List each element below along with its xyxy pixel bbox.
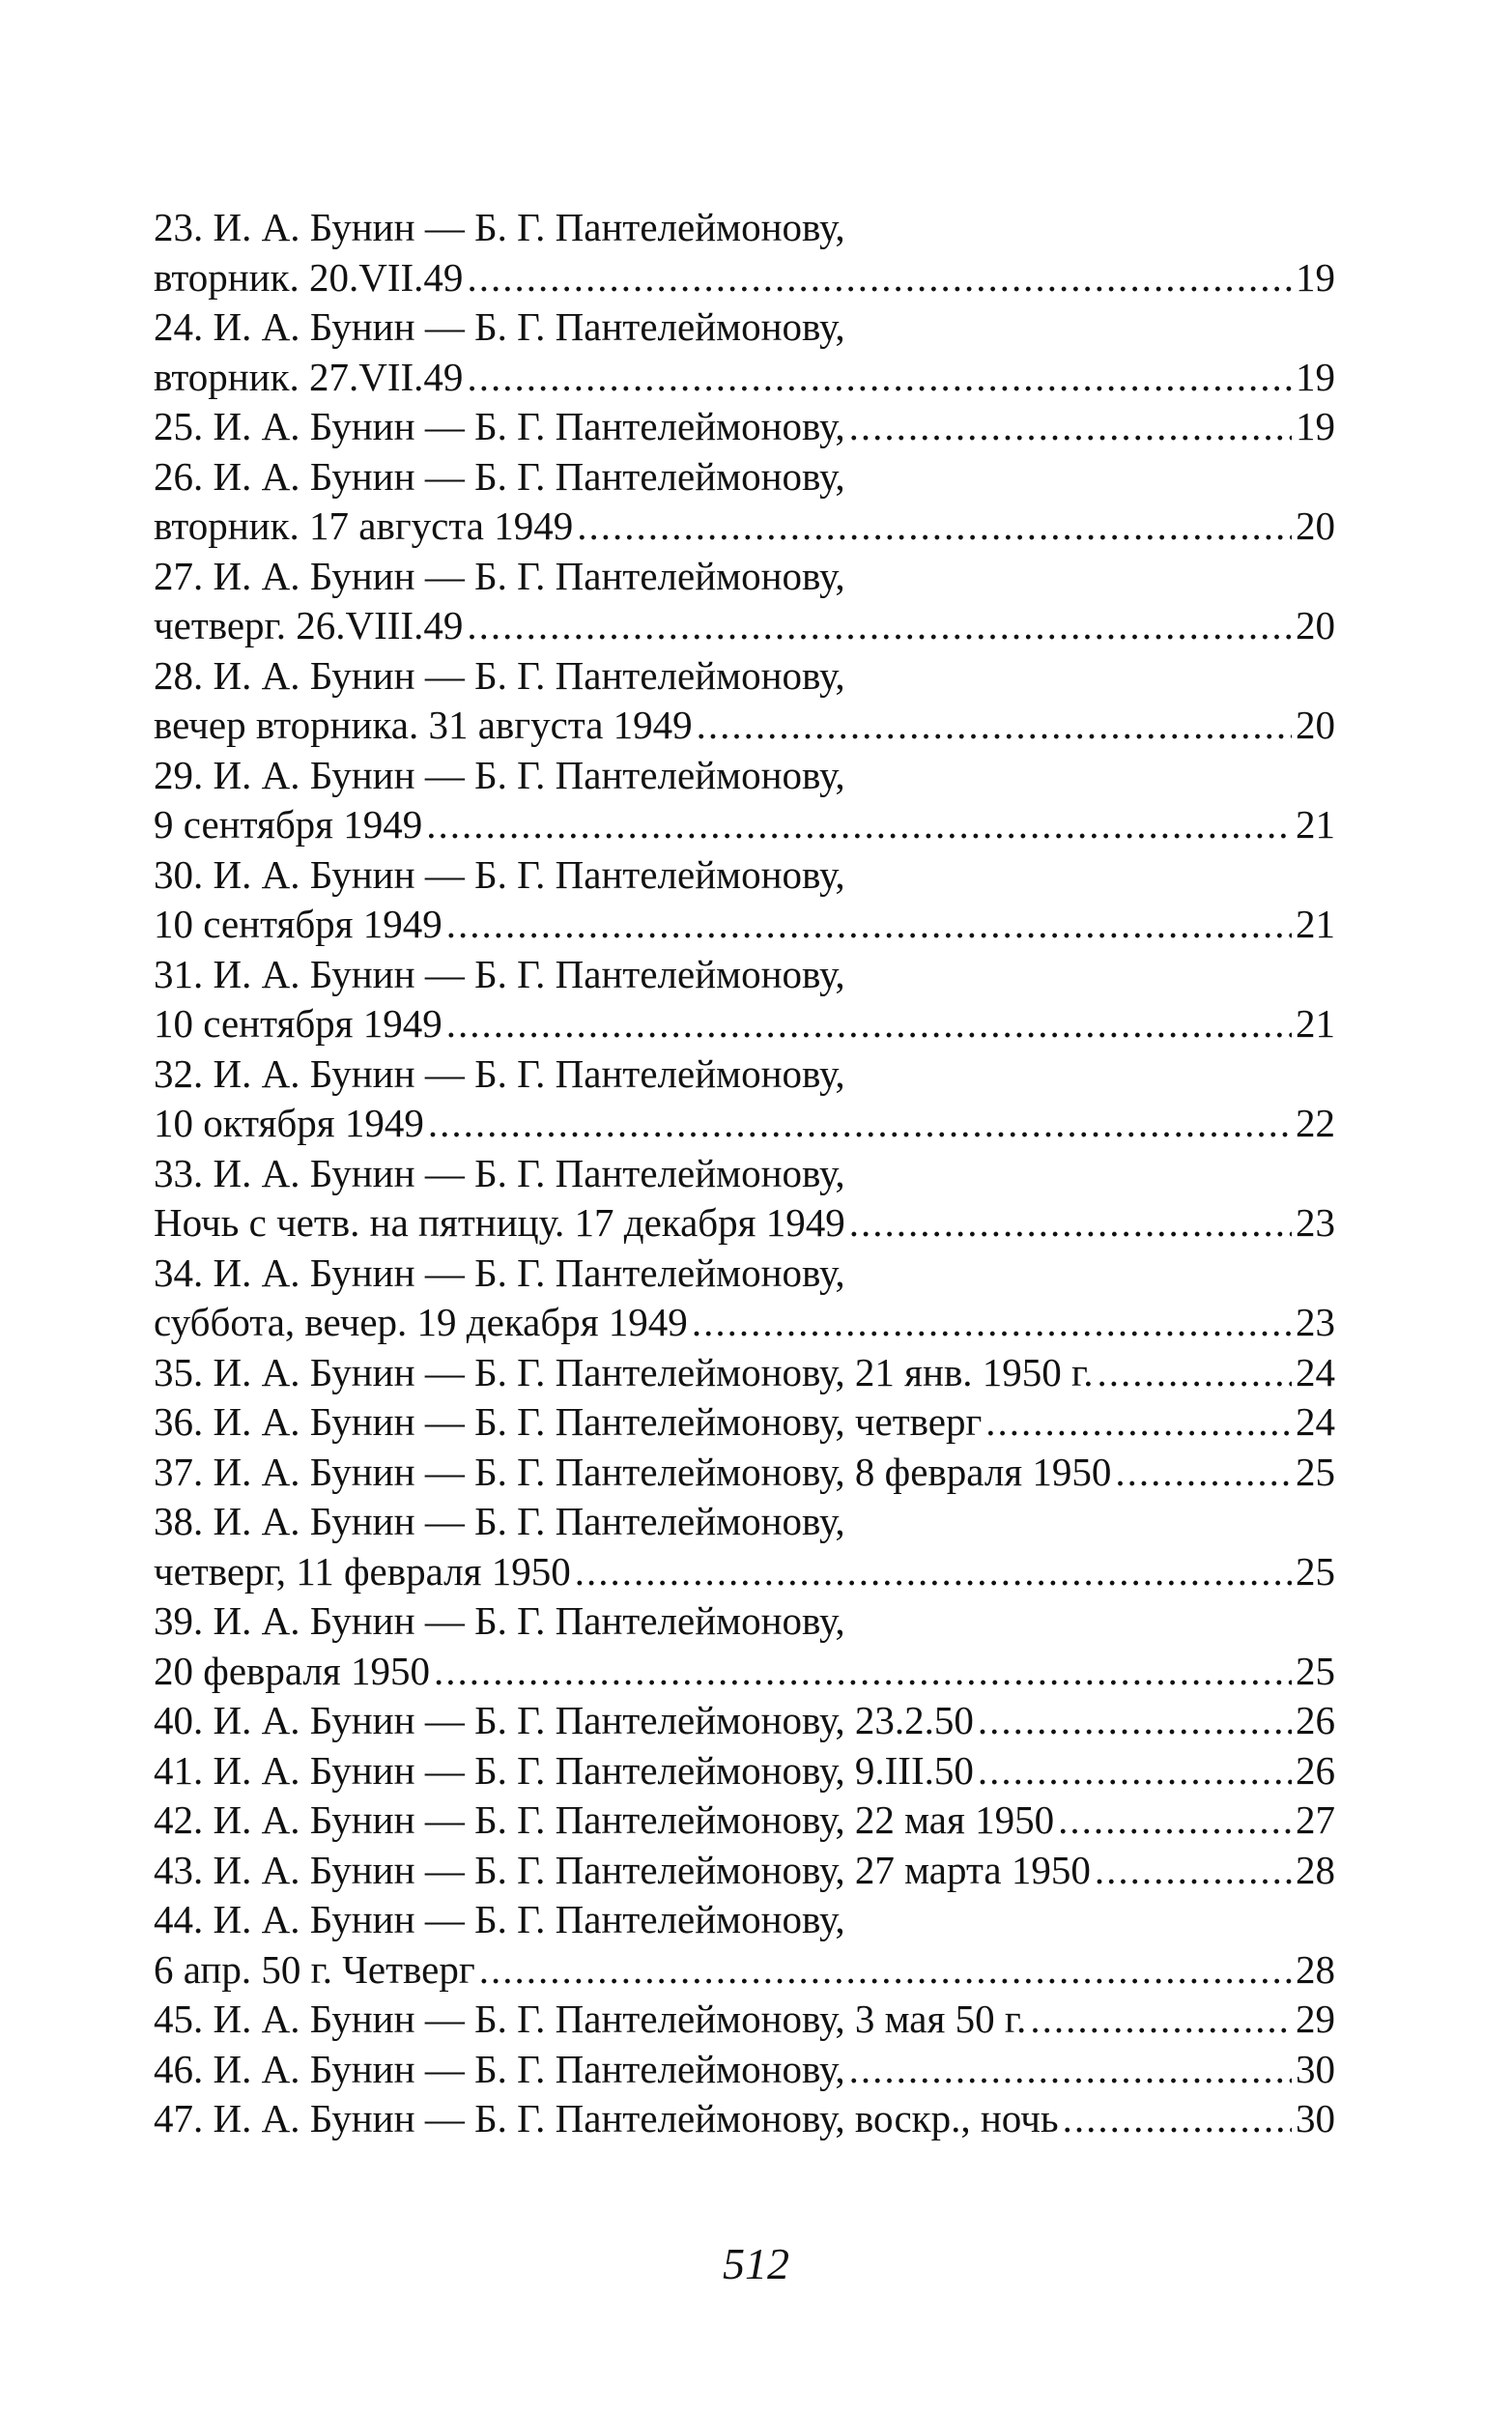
toc-entry [154,452,1335,552]
toc-entry-text: 10 сентября 1949 [154,1001,442,1046]
toc-entry-text: 20 февраля 1950 [154,1648,430,1693]
toc-entry-line [154,1945,1335,1996]
toc-entry [154,1448,1335,1498]
dot-leader [575,1547,1292,1597]
toc-entry-page: 20 [1296,603,1335,647]
toc-entry-text: четверг, 11 февраля 1950 [154,1548,571,1594]
dot-leader [1030,1995,1292,2045]
toc-entry-page: 30 [1296,2096,1335,2141]
toc-entry-text: четверг. 26.VIII.49 [154,603,464,647]
dot-leader [446,900,1292,950]
toc-entry-line [154,1298,1335,1348]
toc-entry-page: 25 [1296,1449,1335,1494]
toc-entry-page: 22 [1296,1101,1335,1145]
toc-entry [154,950,1335,1049]
toc-entry-heading: 44. И. А. Бунин — Б. Г. Пантелеймонову, [154,1897,845,1941]
toc-entry-line [154,1397,1335,1448]
dot-leader [1095,1846,1292,1896]
toc-entry-line [154,253,1335,303]
toc-entry-heading: 23. И. А. Бунин — Б. Г. Пантелеймонову, [154,205,845,249]
toc-entry [154,1249,1335,1348]
toc-entry-page: 24 [1296,1349,1335,1394]
dot-leader [479,1945,1292,1996]
dot-leader [849,2045,1292,2095]
table-of-contents [154,203,1335,2144]
toc-entry [154,2094,1335,2144]
toc-entry-line [154,900,1335,950]
toc-entry-page: 26 [1296,1698,1335,1742]
toc-entry-text: вторник. 27.VII.49 [154,354,464,399]
toc-entry [154,302,1335,402]
toc-entry-heading: 30. И. А. Бунин — Б. Г. Пантелеймонову, [154,851,845,897]
toc-entry-heading: 32. И. А. Бунин — Б. Г. Пантелеймонову, [154,1050,845,1096]
toc-entry-text: 6 апр. 50 г. Четверг [154,1946,475,1992]
toc-entry [154,1049,1335,1149]
toc-entry-page: 28 [1296,1847,1335,1892]
toc-entry-text: 41. И. А. Бунин — Б. Г. Пантелеймонову, 9.III.50 [154,1747,974,1793]
toc-entry [154,1895,1335,1995]
toc-entry-heading: 24. И. А. Бунин — Б. Г. Пантелеймонову, [154,304,845,349]
toc-entry-line [154,701,1335,751]
toc-entry-heading: 27. И. А. Бунин — Б. Г. Пантелеймонову, [154,553,845,598]
toc-entry-text: 35. И. А. Бунин — Б. Г. Пантелеймонову, 21 янв. 1950 г. [154,1349,1094,1394]
toc-entry-text: 43. И. А. Бунин — Б. Г. Пантелеймонову, 27 марта 1950 [154,1847,1091,1892]
dot-leader [978,1746,1292,1796]
toc-entry-line [154,502,1335,552]
toc-entry-heading: 29. И. А. Бунин — Б. Г. Пантелеймонову, [154,752,845,797]
toc-entry-text: 47. И. А. Бунин — Б. Г. Пантелеймонову, воскр., ночь [154,2096,1059,2141]
toc-entry-page: 19 [1296,354,1335,399]
toc-entry-page: 25 [1296,1648,1335,1693]
toc-entry-line [154,1696,1335,1746]
toc-entry-line [154,1995,1335,2045]
toc-entry [154,1397,1335,1448]
toc-entry [154,552,1335,651]
toc-entry-page: 20 [1296,703,1335,747]
toc-entry-page: 19 [1296,404,1335,448]
dot-leader [985,1397,1292,1448]
toc-entry-page: 27 [1296,1797,1335,1842]
toc-entry-text: 36. И. А. Бунин — Б. Г. Пантелеймонову, четверг [154,1399,983,1444]
dot-leader [697,701,1292,751]
toc-entry-line [154,353,1335,403]
dot-leader [849,1198,1292,1249]
toc-entry [154,1995,1335,2045]
toc-entry [154,1696,1335,1746]
dot-leader [467,601,1292,651]
dot-leader [978,1696,1292,1746]
toc-entry-line [154,1099,1335,1149]
dot-leader [1058,1796,1292,1846]
toc-entry-text: вторник. 17 августа 1949 [154,503,574,548]
toc-entry [154,2045,1335,2095]
toc-entry-page: 29 [1296,1997,1335,2041]
toc-entry [154,1348,1335,1398]
dot-leader [446,999,1292,1049]
dot-leader [577,502,1292,552]
toc-entry-page: 20 [1296,503,1335,548]
toc-entry-heading: 26. И. А. Бунин — Б. Г. Пантелеймонову, [154,453,845,499]
toc-entry-line [154,800,1335,850]
toc-entry-line [154,1198,1335,1249]
dot-leader [1098,1348,1293,1398]
toc-entry-line [154,999,1335,1049]
toc-entry-text: 45. И. А. Бунин — Б. Г. Пантелеймонову, 3 мая 50 г. [154,1997,1027,2041]
toc-entry-heading: 34. И. А. Бунин — Б. Г. Пантелеймонову, [154,1250,845,1295]
toc-entry-page: 25 [1296,1548,1335,1594]
dot-leader [1115,1448,1292,1498]
toc-entry [154,850,1335,950]
dot-leader [428,1099,1292,1149]
toc-entry-page: 23 [1296,1200,1335,1245]
toc-entry-heading: 38. И. А. Бунин — Б. Г. Пантелеймонову, [154,1499,845,1543]
toc-entry-line [154,1547,1335,1597]
toc-entry-line [154,601,1335,651]
toc-entry [154,751,1335,850]
toc-entry-line [154,402,1335,452]
toc-entry-line [154,1846,1335,1896]
toc-entry-text: вечер вторника. 31 августа 1949 [154,703,693,747]
toc-entry-page: 26 [1296,1747,1335,1793]
toc-entry-text: 10 октября 1949 [154,1101,424,1145]
toc-entry-page: 23 [1296,1300,1335,1344]
toc-entry-text: 46. И. А. Бунин — Б. Г. Пантелеймонову, [154,2046,845,2091]
toc-entry-text: вторник. 20.VII.49 [154,254,464,300]
dot-leader [692,1298,1292,1348]
toc-entry-heading: 33. И. А. Бунин — Б. Г. Пантелеймонову, [154,1150,845,1195]
toc-entry-line [154,1448,1335,1498]
toc-entry-line [154,1796,1335,1846]
toc-entry-page: 28 [1296,1946,1335,1992]
toc-entry-heading: 28. И. А. Бунин — Б. Г. Пантелеймонову, [154,652,845,698]
toc-entry-text: 25. И. А. Бунин — Б. Г. Пантелеймонову, [154,404,845,448]
toc-entry [154,1846,1335,1896]
toc-entry-text: 37. И. А. Бунин — Б. Г. Пантелеймонову, 8 февраля 1950 [154,1449,1112,1494]
toc-entry-page: 21 [1296,802,1335,847]
toc-entry-text: 9 сентября 1949 [154,802,423,847]
toc-entry-text: 10 сентября 1949 [154,902,442,946]
dot-leader [467,353,1292,403]
toc-entry-line [154,2045,1335,2095]
dot-leader [426,800,1292,850]
toc-entry-heading: 39. И. А. Бунин — Б. Г. Пантелеймонову, [154,1598,845,1643]
toc-entry-heading: 31. И. А. Бунин — Б. Г. Пантелеймонову, [154,951,845,996]
toc-entry [154,1746,1335,1796]
dot-leader [849,402,1292,452]
dot-leader [467,253,1292,303]
dot-leader [434,1647,1292,1697]
toc-entry-text: 42. И. А. Бунин — Б. Г. Пантелеймонову, 22 мая 1950 [154,1797,1055,1842]
toc-entry [154,402,1335,452]
toc-entry-line [154,1348,1335,1398]
toc-entry-page: 24 [1296,1399,1335,1444]
toc-entry [154,1596,1335,1696]
toc-entry-text: 40. И. А. Бунин — Б. Г. Пантелеймонову, 23.2.50 [154,1698,974,1742]
toc-entry-text: Ночь с четв. на пятницу. 17 декабря 1949 [154,1200,845,1245]
toc-entry-line [154,1746,1335,1796]
toc-entry-page: 19 [1296,254,1335,300]
page-number: 512 [723,2239,789,2288]
toc-entry [154,203,1335,302]
toc-entry [154,1497,1335,1596]
toc-entry [154,651,1335,751]
toc-entry-page: 30 [1296,2046,1335,2091]
toc-entry-text: суббота, вечер. 19 декабря 1949 [154,1300,688,1344]
toc-entry [154,1796,1335,1846]
toc-entry [154,1149,1335,1249]
toc-entry-line [154,2094,1335,2144]
dot-leader [1063,2094,1292,2144]
toc-entry-page: 21 [1296,1001,1335,1046]
toc-entry-page: 21 [1296,902,1335,946]
toc-entry-line [154,1647,1335,1697]
